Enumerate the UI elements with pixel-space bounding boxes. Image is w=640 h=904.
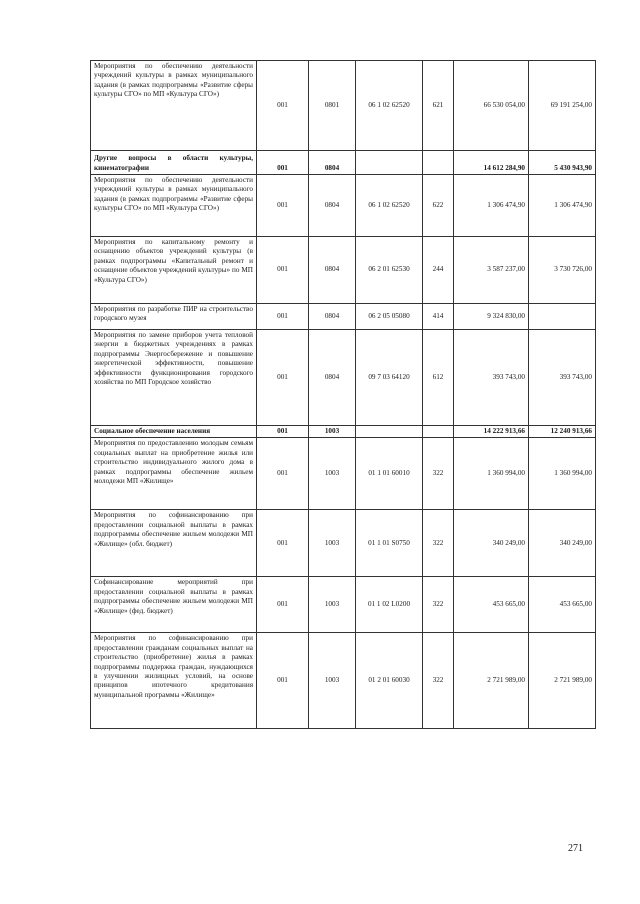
- table-body: [91, 61, 596, 729]
- cell-target-article: 06 2 01 62530: [356, 237, 423, 304]
- cell-expense-type: 244: [423, 237, 454, 304]
- cell-department-code: 001: [257, 330, 309, 426]
- cell-description: Софинансирование мероприятий при предоставлении социальной выплаты в рамках подпрограммы обеспечение жильем молодежи МП «Жилище» (фед. бюджет): [91, 577, 257, 633]
- cell-target-article: 09 7 03 64120: [356, 330, 423, 426]
- cell-section-code: 1003: [309, 426, 356, 438]
- cell-amount-year-1: 2 721 989,00: [454, 633, 529, 729]
- cell-description: Другие вопросы в области культуры, кинематографии: [91, 151, 257, 175]
- table-row: [91, 61, 596, 151]
- cell-amount-year-2: 5 430 943,90: [529, 151, 596, 175]
- cell-department-code: 001: [257, 304, 309, 330]
- cell-department-code: 001: [257, 175, 309, 237]
- cell-description: Мероприятия по софинансированию при предоставлении социальной выплаты в рамках подпрограммы обеспечение жильем молодежи МП «Жилище» (обл. бюджет): [91, 510, 257, 577]
- cell-amount-year-1: 66 530 054,00: [454, 61, 529, 151]
- cell-description: Мероприятия по софинансированию при предоставлении гражданам социальных выплат на строительство (приобретение) жилья в рамках подпрограммы поддержка граждан, нуждающихся в улучшении жилищных условий, на основе принципов ипотечного кредитования муниципальной программы «Жилище»: [91, 633, 257, 729]
- cell-section-code: 0804: [309, 304, 356, 330]
- cell-target-article: 06 2 05 05080: [356, 304, 423, 330]
- cell-description: Мероприятия по обеспечению деятельности учреждений культуры в рамках муниципального задания (в рамках подпрограммы «Развитие сферы культуры СГО» по МП «Культура СГО»): [91, 61, 257, 151]
- cell-expense-type: [423, 151, 454, 175]
- cell-expense-type: 612: [423, 330, 454, 426]
- table-row: [91, 510, 596, 577]
- cell-target-article: 01 2 01 60030: [356, 633, 423, 729]
- cell-description: Мероприятия по обеспечению деятельности учреждений культуры в рамках муниципального задания (в рамках подпрограммы «Развитие сферы культуры СГО» по МП «Культура СГО»): [91, 175, 257, 237]
- cell-section-code: 1003: [309, 510, 356, 577]
- cell-amount-year-2: 69 191 254,00: [529, 61, 596, 151]
- cell-amount-year-1: 9 324 830,00: [454, 304, 529, 330]
- cell-department-code: 001: [257, 237, 309, 304]
- cell-target-article: 01 1 01 S0750: [356, 510, 423, 577]
- cell-amount-year-2: 12 240 913,66: [529, 426, 596, 438]
- cell-target-article: [356, 426, 423, 438]
- section-row: [91, 426, 596, 438]
- cell-amount-year-1: 453 665,00: [454, 577, 529, 633]
- section-row: [91, 151, 596, 175]
- table-row: [91, 633, 596, 729]
- cell-expense-type: 322: [423, 633, 454, 729]
- cell-target-article: [356, 151, 423, 175]
- cell-department-code: 001: [257, 510, 309, 577]
- table-row: [91, 577, 596, 633]
- cell-target-article: 01 1 02 L0200: [356, 577, 423, 633]
- cell-expense-type: 322: [423, 577, 454, 633]
- cell-description: Мероприятия по разработке ПИР на строительство городского музея: [91, 304, 257, 330]
- cell-department-code: 001: [257, 151, 309, 175]
- cell-amount-year-2: 453 665,00: [529, 577, 596, 633]
- cell-expense-type: [423, 426, 454, 438]
- cell-department-code: 001: [257, 61, 309, 151]
- cell-amount-year-2: 1 306 474,90: [529, 175, 596, 237]
- cell-expense-type: 322: [423, 438, 454, 510]
- cell-department-code: 001: [257, 633, 309, 729]
- cell-section-code: 0804: [309, 330, 356, 426]
- cell-amount-year-2: 2 721 989,00: [529, 633, 596, 729]
- cell-amount-year-2: 393 743,00: [529, 330, 596, 426]
- cell-amount-year-1: 393 743,00: [454, 330, 529, 426]
- cell-target-article: 06 1 02 62520: [356, 175, 423, 237]
- table-row: [91, 175, 596, 237]
- cell-section-code: 1003: [309, 577, 356, 633]
- cell-description: Социальное обеспечение населения: [91, 426, 257, 438]
- cell-expense-type: 622: [423, 175, 454, 237]
- table-row: [91, 330, 596, 426]
- cell-section-code: 0804: [309, 237, 356, 304]
- cell-section-code: 0801: [309, 61, 356, 151]
- cell-amount-year-1: 3 587 237,00: [454, 237, 529, 304]
- page-number: 271: [568, 843, 583, 854]
- cell-section-code: 1003: [309, 438, 356, 510]
- cell-department-code: 001: [257, 438, 309, 510]
- cell-section-code: 0804: [309, 151, 356, 175]
- cell-expense-type: 322: [423, 510, 454, 577]
- cell-amount-year-1: 14 222 913,66: [454, 426, 529, 438]
- cell-description: Мероприятия по предоставлению молодым семьям социальных выплат на приобретение жилья или строительство индивидуального жилого дома в рамках подпрограммы обеспечение жильем молодежи МП «Жилище»: [91, 438, 257, 510]
- cell-department-code: 001: [257, 577, 309, 633]
- cell-target-article: 01 1 01 60010: [356, 438, 423, 510]
- cell-amount-year-1: 1 306 474,90: [454, 175, 529, 237]
- cell-amount-year-2: 1 360 994,00: [529, 438, 596, 510]
- cell-section-code: 1003: [309, 633, 356, 729]
- budget-table: [90, 60, 596, 729]
- table-row: [91, 438, 596, 510]
- cell-description: Мероприятия по капитальному ремонту и оснащению объектов учреждений культуры (в рамках подпрограммы «Капитальный ремонт и оснащение объектов учреждений культуры» по МП «Культура СГО»): [91, 237, 257, 304]
- cell-amount-year-2: 3 730 726,00: [529, 237, 596, 304]
- table-row: [91, 304, 596, 330]
- cell-expense-type: 621: [423, 61, 454, 151]
- cell-amount-year-1: 340 249,00: [454, 510, 529, 577]
- table-row: [91, 237, 596, 304]
- cell-amount-year-2: [529, 304, 596, 330]
- cell-target-article: 06 1 02 62520: [356, 61, 423, 151]
- cell-section-code: 0804: [309, 175, 356, 237]
- cell-expense-type: 414: [423, 304, 454, 330]
- cell-amount-year-1: 14 612 284,90: [454, 151, 529, 175]
- cell-amount-year-2: 340 249,00: [529, 510, 596, 577]
- cell-department-code: 001: [257, 426, 309, 438]
- cell-description: Мероприятия по замене приборов учета тепловой энергии в бюджетных учреждениях в рамках подпрограммы Энергосбережение и повышение энергетической эффективности, повышение эффективности функционирования городского хозяйства по МП Городское хозяйство: [91, 330, 257, 426]
- cell-amount-year-1: 1 360 994,00: [454, 438, 529, 510]
